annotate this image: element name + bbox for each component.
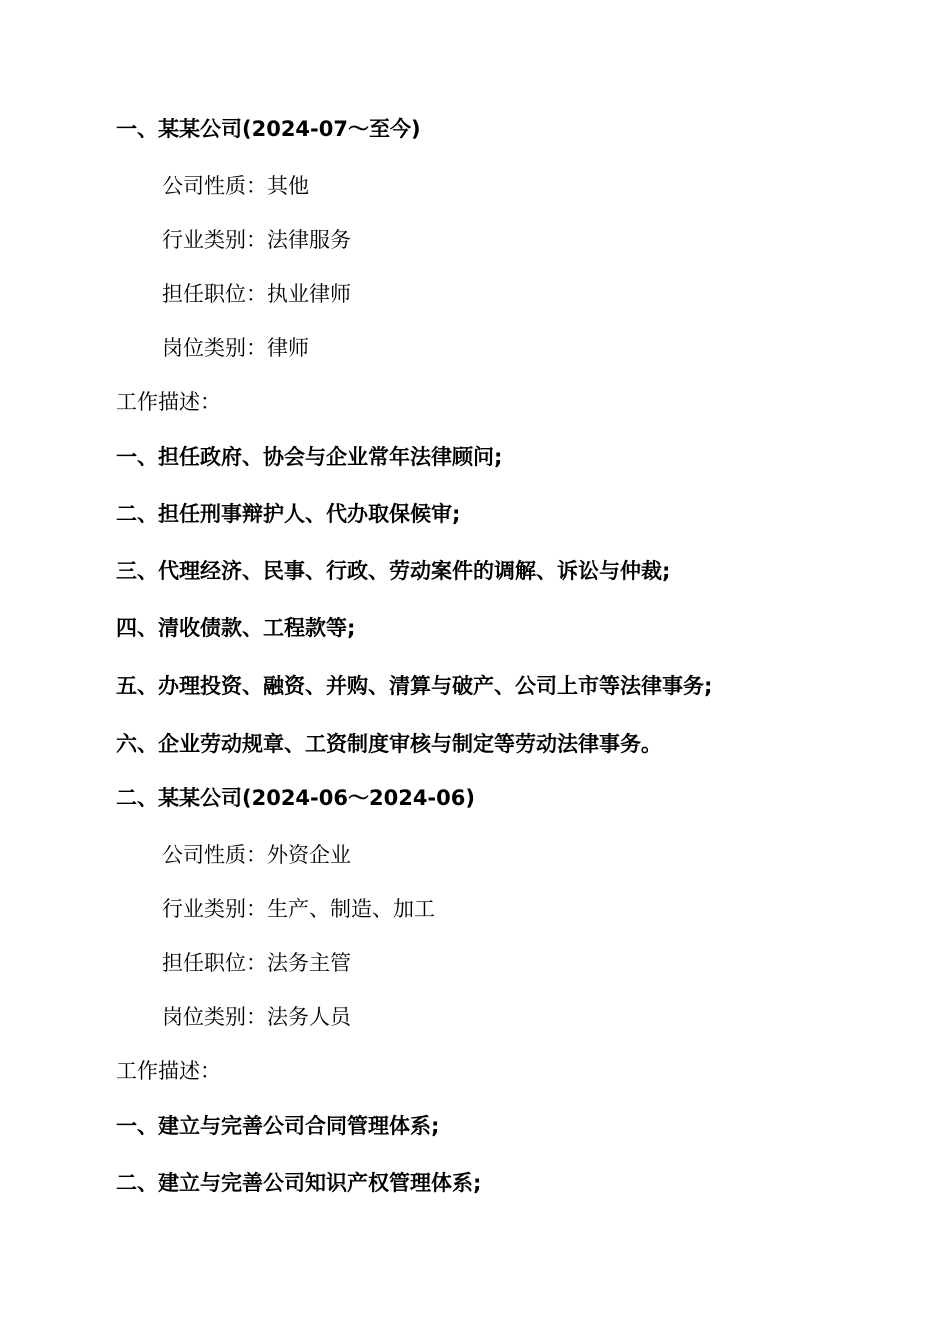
- job-1-duty-5: 五、办理投资、融资、并购、清算与破产、公司上市等法律事务;: [116, 674, 713, 698]
- job-2-industry: 行业类别：生产、制造、加工: [162, 897, 435, 921]
- job-2-heading: 二、某某公司(2024-06～2024-06): [116, 786, 475, 810]
- job-2-position-type: 岗位类别：法务人员: [162, 1005, 351, 1029]
- job-1-duty-2: 二、担任刑事辩护人、代办取保候审;: [116, 502, 461, 526]
- job-1-industry: 行业类别：法律服务: [162, 228, 351, 252]
- job-1-company-nature: 公司性质：其他: [162, 174, 309, 198]
- job-2-duty-2: 二、建立与完善公司知识产权管理体系;: [116, 1171, 482, 1195]
- job-2-position: 担任职位：法务主管: [162, 951, 351, 975]
- job-1-position-type: 岗位类别：律师: [162, 336, 309, 360]
- job-1-duty-3: 三、代理经济、民事、行政、劳动案件的调解、诉讼与仲裁;: [116, 559, 671, 583]
- job-1-position: 担任职位：执业律师: [162, 282, 351, 306]
- job-1-duty-1: 一、担任政府、协会与企业常年法律顾问;: [116, 445, 503, 469]
- job-1-description-label: 工作描述：: [116, 390, 221, 414]
- job-1-duty-6: 六、企业劳动规章、工资制度审核与制定等劳动法律事务。: [116, 732, 662, 756]
- job-2-duty-1: 一、建立与完善公司合同管理体系;: [116, 1114, 440, 1138]
- job-2-company-nature: 公司性质：外资企业: [162, 843, 351, 867]
- job-1-heading: 一、某某公司(2024-07～至今): [116, 117, 421, 141]
- job-1-duty-4: 四、清收债款、工程款等;: [116, 616, 356, 640]
- job-2-description-label: 工作描述：: [116, 1059, 221, 1083]
